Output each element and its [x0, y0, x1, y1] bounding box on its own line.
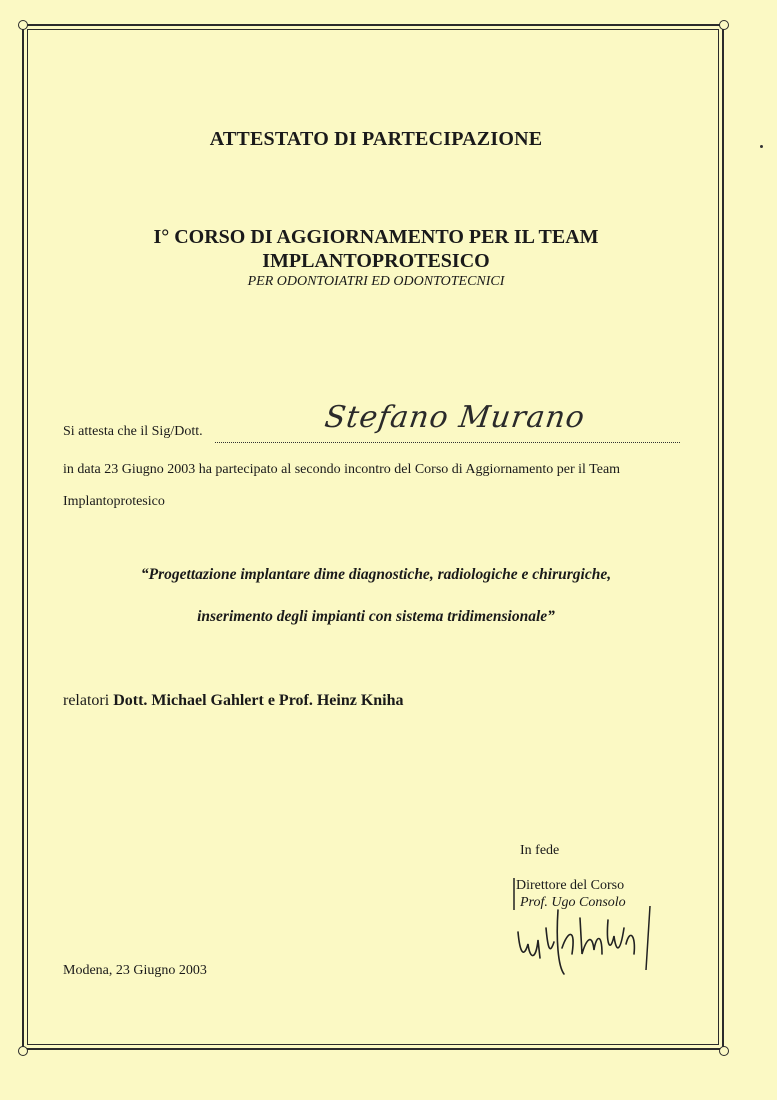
director-signature: [506, 870, 656, 985]
attesta-label: Si attesta che il Sig/Dott.: [63, 424, 203, 439]
in-fede-label: In fede: [520, 843, 560, 858]
certificate-title: ATTESTATO DI PARTECIPAZIONE: [209, 128, 543, 150]
course-title-line1: I° CORSO DI AGGIORNAMENTO PER IL TEAM: [153, 226, 599, 248]
speakers: [63, 692, 404, 710]
corner-ornament-top-left: [18, 20, 28, 30]
place-and-date: Modena, 23 Giugno 2003: [63, 963, 207, 978]
director-title: Direttore del Corso: [516, 878, 625, 893]
participant-name-handwritten: Stefano Murano: [322, 400, 588, 435]
topic-line2: inserimento degli impianti con sistema tridimensionale”: [197, 608, 555, 625]
corner-ornament-top-right: [719, 20, 729, 30]
corner-ornament-bottom-right: [719, 1046, 729, 1056]
speakers-names: Dott. Michael Gahlert e Prof. Heinz Kniha: [113, 692, 404, 709]
participation-text-line2: Implantoprotesico: [63, 494, 165, 509]
speakers-label: relatori: [63, 692, 110, 709]
topic-line1: “Progettazione implantare dime diagnostiche, radiologiche e chirurgiche,: [140, 566, 612, 583]
course-title-line2: IMPLANTOPROTESICO: [262, 250, 490, 272]
stray-mark: [760, 145, 763, 148]
director-name: Prof. Ugo Consolo: [520, 895, 626, 910]
participation-text-line1: in data 23 Giugno 2003 ha partecipato al secondo incontro del Corso di Aggiornamento per il Team: [63, 462, 621, 477]
course-subtitle: PER ODONTOIATRI ED ODONTOTECNICI: [247, 274, 505, 289]
corner-ornament-bottom-left: [18, 1046, 28, 1056]
